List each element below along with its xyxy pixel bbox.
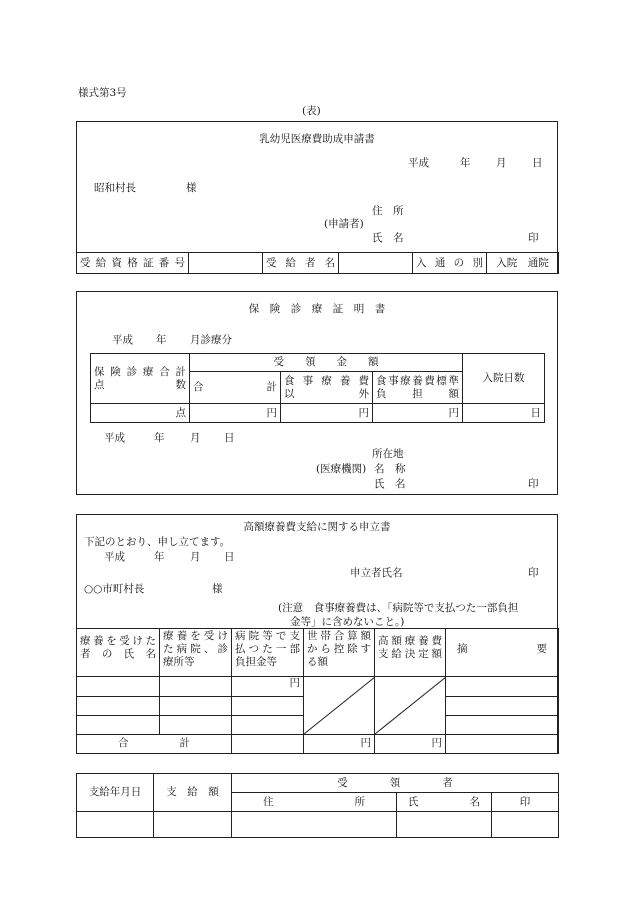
count-char: 数 <box>175 378 186 391</box>
excluding-food-header <box>281 372 373 404</box>
excl-char-b: 外 <box>358 387 369 400</box>
admission-type-label: 入通の別 <box>413 253 487 274</box>
treatment-period <box>112 332 272 347</box>
address-label: 住 所 <box>372 205 404 217</box>
table-cell[interactable] <box>77 677 160 696</box>
seal-field[interactable] <box>492 812 559 838</box>
stmt-date-era: 平成 <box>104 551 125 563</box>
food-standard-header <box>373 372 463 404</box>
table-cell[interactable] <box>232 734 304 753</box>
cert-number-field[interactable] <box>189 253 263 274</box>
col1-line1: 療養を受けた <box>80 635 156 647</box>
table-cell[interactable] <box>160 677 232 696</box>
col4-line1: 世帯合算額 <box>307 630 371 642</box>
deduction-diagonal-cell <box>304 677 375 734</box>
name-label: 氏 名 <box>372 232 404 244</box>
table-cell[interactable] <box>160 696 232 715</box>
decided-total-cell[interactable]: 円 <box>375 734 446 753</box>
side-label: (表) <box>302 105 321 117</box>
statement-date <box>104 549 244 564</box>
excluding-food-value-cell[interactable]: 円 <box>281 404 373 423</box>
honorific: 様 <box>186 182 197 194</box>
remarks-header <box>446 629 559 677</box>
cert-date-day: 日 <box>224 432 235 444</box>
note-line2: 金等」に含めないこと。) <box>290 616 405 628</box>
seal-mark: 印 <box>528 232 539 244</box>
hospital-days-header: 入院日数 <box>463 354 545 404</box>
total-label-cell <box>77 734 232 753</box>
excl-food-line1: 食事療養費 <box>284 374 369 387</box>
admission-type-value[interactable]: 入院 通院 <box>487 253 559 274</box>
table-cell[interactable] <box>77 696 160 715</box>
cert-number-label: 受給資格証番号 <box>77 253 189 274</box>
recipient-name-field[interactable] <box>339 253 413 274</box>
pay-amount-field[interactable] <box>154 812 232 838</box>
pay-date-header: 支給年月日 <box>77 774 154 812</box>
stmt-date-year: 年 <box>154 551 165 563</box>
applicant-name-label: 申立者氏名 <box>350 567 403 579</box>
paid-amount-header <box>232 629 304 677</box>
hospital-days-value-cell[interactable]: 日 <box>463 404 545 423</box>
sum-char-b: 計 <box>266 381 277 393</box>
hospital-header <box>160 629 232 677</box>
paid-amount-cell[interactable]: 円 <box>232 677 304 696</box>
applicant-label: (申請者) <box>324 218 364 230</box>
payment-table <box>76 773 559 838</box>
table-cell[interactable] <box>232 715 304 734</box>
period-year: 年 <box>156 334 167 346</box>
address-char-a: 住 <box>263 795 274 808</box>
decided-amount-header <box>375 629 446 677</box>
sum-char-a: 合 <box>193 381 204 393</box>
sum-value-cell[interactable]: 円 <box>190 404 281 423</box>
food-char-c: 額 <box>448 387 459 400</box>
name-char-b: 名 <box>469 795 480 808</box>
remarks-char-a: 摘 <box>457 643 468 655</box>
address-header <box>232 793 397 812</box>
date-month: 月 <box>496 157 507 169</box>
addressee: 昭和村長 <box>94 182 136 194</box>
person-name-label: 氏 名 <box>374 478 406 490</box>
table-cell[interactable] <box>232 696 304 715</box>
pay-amount-header: 支 給 額 <box>154 774 232 812</box>
name-char-a: 氏 <box>408 795 419 808</box>
institution-label: (医療機関) <box>316 463 367 475</box>
high-cost-table <box>76 628 559 754</box>
total-char-a: 合 <box>118 737 129 750</box>
recipient-name-field[interactable] <box>397 812 492 838</box>
cert-date-era: 平成 <box>104 432 125 444</box>
col2-line2: た病院、診 <box>163 643 228 655</box>
col1-line2: 者 の 氏 名 <box>80 648 156 660</box>
col5-line1: 高額療養費 <box>378 635 442 647</box>
deduction-total-cell[interactable]: 円 <box>304 734 375 753</box>
date-year: 年 <box>460 157 471 169</box>
diagonal-line <box>304 677 375 734</box>
form-number: 様式第3号 <box>78 87 127 99</box>
patient-name-header <box>77 629 160 677</box>
date-day: 日 <box>532 157 543 169</box>
points-total-line2 <box>94 379 186 392</box>
table-cell[interactable] <box>160 715 232 734</box>
application-title: 乳幼児医療費助成申請書 <box>259 133 375 145</box>
recipient-name-header <box>397 793 492 812</box>
statement-title: 高額療養費支給に関する申立書 <box>243 521 391 533</box>
stmt-date-month: 月 <box>190 551 201 563</box>
deduction-header <box>304 629 375 677</box>
col2-line3: 療所等 <box>163 656 195 668</box>
certificate-date <box>104 430 244 445</box>
table-cell[interactable] <box>77 715 160 734</box>
recipient-header: 受 領 者 <box>232 774 559 793</box>
received-amount-header: 受 領 金 額 <box>190 354 463 372</box>
certificate-title: 保 険 診 療 証 明 書 <box>248 303 386 315</box>
excl-char-a: 以 <box>284 387 295 400</box>
table-cell[interactable] <box>446 715 559 734</box>
food-char-a: 負 <box>376 387 387 400</box>
col3-line3: 負担金等 <box>235 656 277 668</box>
remarks-char-b: 要 <box>536 643 547 655</box>
statement-text: 下記のとおり、申し立てます。 <box>84 536 231 548</box>
points-char: 点 <box>94 378 105 391</box>
period-month: 月診療分 <box>190 334 232 346</box>
recipient-name-label: 受給者名 <box>263 253 339 274</box>
application-date <box>408 155 548 170</box>
stmt-date-day: 日 <box>224 551 235 563</box>
food-standard-value-cell[interactable]: 円 <box>373 404 463 423</box>
recipient-row <box>76 252 559 274</box>
location-label: 所在地 <box>372 448 404 460</box>
date-era: 平成 <box>408 157 429 169</box>
note-line1: (注意 食事療養費は、「病院等で支払つた一部負担 <box>278 602 519 614</box>
col3-line2: 払つた一部 <box>235 643 300 655</box>
col2-line1: 療養を受け <box>163 630 228 642</box>
col5-line2: 支給決定額 <box>378 648 442 660</box>
table-cell[interactable] <box>446 734 559 753</box>
address-field[interactable] <box>232 812 397 838</box>
food-char-b: 担 <box>412 387 423 400</box>
statement-addressee: ○○市町村長 <box>84 583 145 595</box>
points-value-cell[interactable]: 点 <box>91 404 190 423</box>
points-table <box>90 353 545 423</box>
address-char-b: 所 <box>354 795 365 808</box>
table-cell[interactable] <box>446 677 559 696</box>
cert-seal-mark: 印 <box>528 478 539 490</box>
pay-date-field[interactable] <box>77 812 154 838</box>
institution-name-label: 名 称 <box>374 463 406 475</box>
seal-header: 印 <box>492 793 559 812</box>
sum-header <box>190 372 281 404</box>
table-cell[interactable] <box>446 696 559 715</box>
total-char-b: 計 <box>179 737 190 750</box>
points-total-header <box>91 354 190 404</box>
period-era: 平成 <box>112 334 133 346</box>
decided-diagonal-cell <box>375 677 446 734</box>
col3-line1: 病院等で支 <box>235 630 300 642</box>
col4-line2: から控除す <box>307 643 371 655</box>
points-total-line1: 保険診療合計 <box>94 365 186 378</box>
cert-date-year: 年 <box>154 432 165 444</box>
statement-seal-mark: 印 <box>528 567 539 579</box>
cert-date-month: 月 <box>190 432 201 444</box>
diagonal-line <box>375 677 446 734</box>
food-std-line1: 食事療養費標準 <box>376 374 460 387</box>
statement-honorific: 様 <box>212 583 223 595</box>
col4-line3: る額 <box>307 656 328 668</box>
